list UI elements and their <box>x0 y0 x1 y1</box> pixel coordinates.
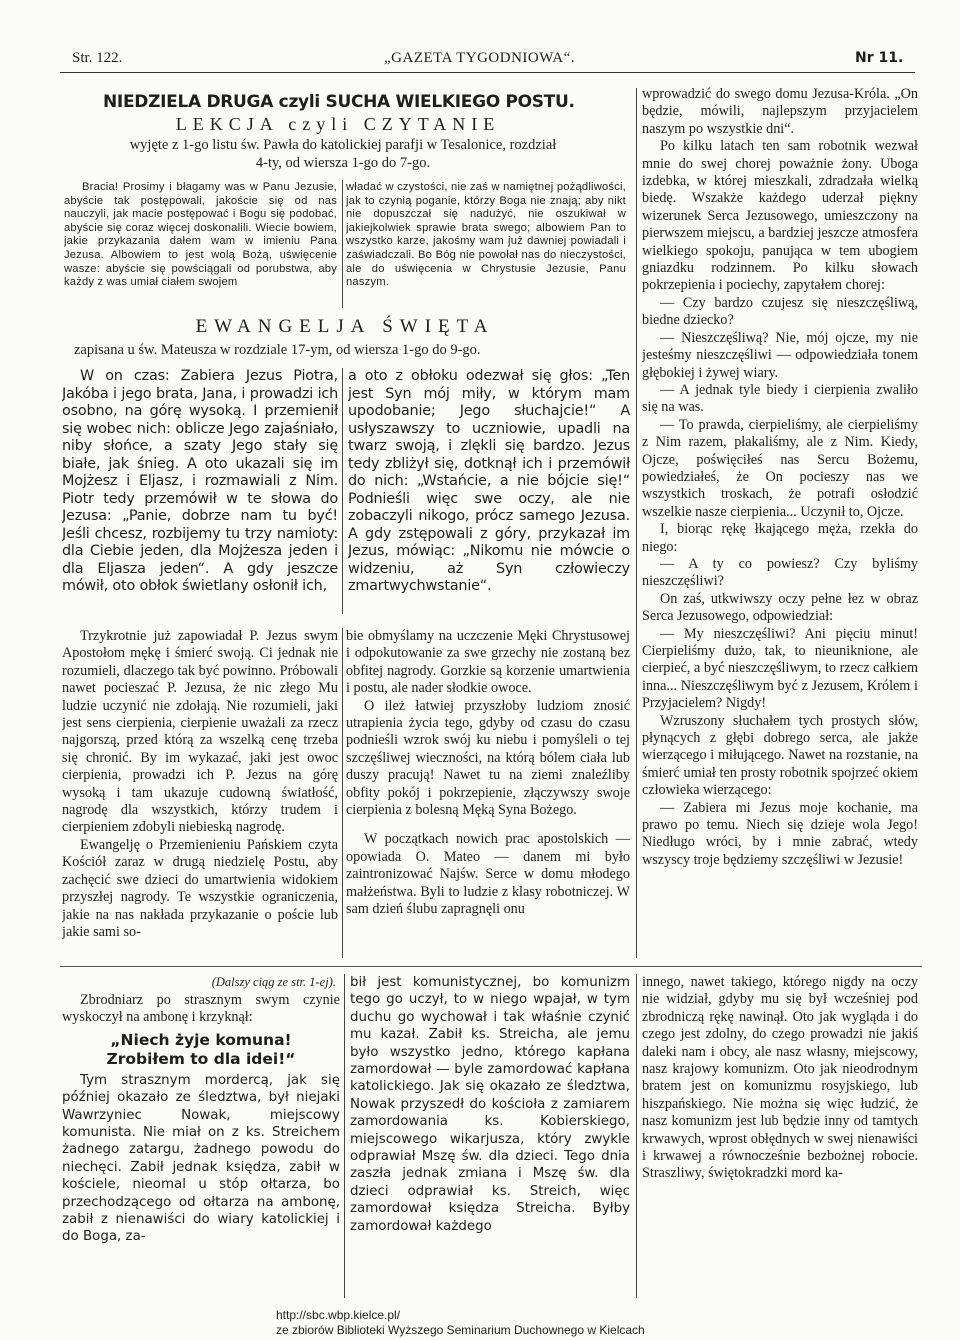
footer-url[interactable]: http://sbc.wbp.kielce.pl/ <box>276 1308 401 1322</box>
story-paragraph: — To prawda, cierpieliśmy, ale cierpieliśmy z Nim razem, płakaliśmy, ale z Nim. Kiedy, Ojcze, poświęciłeś nas Sercu Bożemu, powiedziałeś, że On pocieszy nas we wszystkich troskach, że potrafi osłodzić wszelkie nasze cierpienia... Uczynił to, Ojcze. <box>642 416 918 520</box>
story-paragraph: — Czy bardzo czujesz się nieszczęśliwą, biedne dziecko? <box>642 294 918 329</box>
column-divider <box>342 180 343 308</box>
reading-source-line1: wyjęte z 1-go listu św. Pawła do katolickiej parafji w Tesalonice, rozdział <box>129 137 557 153</box>
reading-subtitle: LEKCJA czyli CZYTANIE <box>175 114 501 134</box>
column-divider <box>636 974 637 1298</box>
gospel-source: zapisana u św. Mateusza w rozdziale 17-ym, od wiersza 1-go do 9-go. <box>74 342 481 358</box>
continued-note: (Dalszy ciąg ze str. 1-ej). <box>211 975 336 989</box>
gospel-title: EWANGELJA ŚWIĘTA <box>195 316 495 337</box>
reading-column-1 <box>64 181 337 311</box>
article-intro: Zbrodniarz po strasznym swym czynie wyskoczył na ambonę i krzyknął: <box>62 992 340 1026</box>
article-text-2: bił jest komunistycznej, bo komunizm tego go uczył, to w niego wpajał, w tym duchu go wychował i tak właśnie czynić mu kazał. Zabił ks. Streicha, ale jemu było wszystko jedno, którego kapłana zamordował — byle zamordować kapłana katolickiego. Jak się okazało ze śledztwa, Nowak przyszedł do kościoła z zamiarem zamordowania ks. Kobierskiego, miejscowego wikarjusza, który zwykle odprawiał Mszę św. dla dzieci. Tego dnia zaszła jednak zmiana i Mszę św. dla dzieci odprawiał ks. Streich, więc zamordował księdza Streicha. Byłby zamordował każdego <box>350 975 630 1234</box>
footer-source: ze zbiorów Biblioteki Wyższego Seminarium Duchownego w Kielcach <box>276 1323 645 1337</box>
article-headline-1: „Niech żyje komuna! <box>110 1030 292 1049</box>
page-number: Str. 122. <box>72 50 123 66</box>
section-rule <box>60 966 922 967</box>
gospel-text-2: a oto z obłoku odezwał się głos: „Ten jest Syn mój miły, w którym mam upodobanie; Jego słuchajcie!“ A usłyszawszy to uczniowie, upadli na twarz swoją, i zlękli się bardzo. Jezus tedy zbliżył się, dotknął ich i przemówił do nich: „Wstańcie, a nie bójcie się!“ Podnieśli więc swe oczy, ale nie zobaczyli nikogo, prócz samego Jezusa. A gdy zstępowali z góry, przykazał im Jezus, mówiąc: „Nikomu nie mówcie o widzeniu, aż Syn człowieczy zmartwychwstanie“. <box>348 368 630 594</box>
story-paragraph: — A jednak tyle biedy i cierpienia zwaliło się na was. <box>642 381 918 416</box>
story-paragraph: Po kilku latach ten sam robotnik wezwał mnie do swej chorej poważnie żony. Uboga izdebka, w której mieszkali, zdradzała wielką biedę. Wszakże każdego uderzał piękny wizerunek Serca Jezusowego, umieszczony na pierwszem miejscu, a bardziej jeszcze atmosfera wielkiego spokoju, panująca w tem ubogiem gniazdku rodzinnem. Po kilku słowach pokrzepienia i pociechy, zapytałem chorej: <box>642 138 918 294</box>
reading-text-1: Bracia! Prosimy i błagamy was w Panu Jezusie, abyście tak postępowali, jakoście się od nas nauczyli, jak macie postępować i Bogu się podobać, abyście się coraz więcej doskonalili. Wiecie bowiem, jakie przykazania dałem wam w imieniu Pana Jezusa. Albowiem to jest wolą Bożą, uświęcenie wasze: abyście się powściągali od porubstwa, aby każdy z was umiał ciałem swojem <box>64 181 337 289</box>
story-paragraph: — Zabiera mi Jezus moje kochanie, ma prawo po temu. Niech się dzieje wola Jego! Niedługo wróci, by i mnie zabrać, wtedy wszyscy troje będziemy szczęśliwi w Jezusie! <box>642 799 918 868</box>
article-column-1 <box>62 974 340 1300</box>
commentary-paragraph: bie obmyślamy na uczczenie Męki Chrystusowej i odpokutowanie za swe grzechy nie zostaną bez obfitej nagrody. Gorzkie są korzenie umartwienia i postu, ale nader słodkie owoce. <box>346 628 630 697</box>
commentary-paragraph: O ileż łatwiej przyszłoby ludziom znosić utrapienia życia tego, gdyby od czasu do czasu podnieśli wzrok swój ku niebu i pomyśleli o tej szczęśliwej wieczności, na którą bólem ciała lub duszy pracują! Nawet tu na ziemi znaleźliby obfity pokój i pokrzepienie, złączywszy swoje cierpienia z bolesną Męką Syna Bożego. <box>346 697 630 819</box>
reading-text-2: władać w czystości, nie zaś w namiętnej pożądliwości, jak to czynią poganie, którzy Boga nie znają; aby nikt nie dopuszczał się nadużyć, nie oszukiwał w jakiejkolwiek sprawie brata swego; albowiem Pan to wszystko karze, jakośmy wam już dawniej powiadali i zaświadczali. Bo Bóg nie powołał nas do nieczystości, ale do uświęcenia w Chrystusie Jezusie, Panu naszym. <box>346 181 626 289</box>
story-paragraph: I, biorąc rękę łkającego męża, rzekła do niego: <box>642 521 918 555</box>
article-text-1: Tym strasznym mordercą, jak się później okazało ze śledztwa, był niejaki Wawrzyniec Nowak, miejscowy komunista. Nie miał on z ks. Streichem żadnego zatargu, żadnego powodu do niechęci. Zabił jednak księdza, zabił w kościele, nieomal u stóp ołtarza, bo przechodzącego od ołtarza na ambonę, zabił z nienawiści do wiary katolickiej i do Boga, za- <box>62 1072 340 1245</box>
article-headline-2: Zrobiłem to dla idei!“ <box>106 1049 296 1068</box>
article-column-3 <box>642 974 918 1300</box>
commentary-column-1 <box>62 628 338 960</box>
newspaper-title: „GAZETA TYGODNIOWA“. <box>384 50 575 66</box>
commentary-paragraph: Trzykrotnie już zapowiadał P. Jezus swym Apostołom mękę i śmierć swoją. Ci jednak nie rozumieli, dlaczego tak być powinno. Próbowali nawet pocieszać P. Jezusa, że nic złego Mu ludzie uczynić nie zdołają. Nie rozumieli, jaki jest sens cierpienia, cierpienie uważali za rzecz najgorszą, przed którą za wszelką cenę trzeba się chronić. By im wykazać, jaki jest owoc cierpienia, prowadzi ich P. Jezus na górę wysoką i tam ukazuje cudowną światłość, nagrodę dla wszystkich, którzy trudem i cierpieniem zdobyli niebieską nagrodę. <box>62 628 338 836</box>
reading-source-line2: 4-ty, od wiersza 1-go do 7-go. <box>255 155 431 171</box>
column-divider <box>636 88 637 958</box>
story-paragraph: — My nieszczęśliwi? Ani pięciu minut! Cierpieliśmy dużo, tak, to nieuniknione, ale cierpieć, a być nieszczęśliwym, to rzecz całkiem inna... Nieszczęśliwym być z Jezusem, Królem i Przyjacielem? Nigdy! <box>642 625 918 712</box>
gospel-text-1: W on czas: Zabiera Jezus Piotra, Jakóba i jego brata, Jana, i prowadzi ich osobno, na górę wysoką. I przemienił się wobec nich: oblicze Jego zajaśniało, niby słońce, a szaty Jego stały się białe, jak śnieg. A oto ukazali się im Mojżesz i Eljasz, i rozmawiali z Nim. Piotr tedy przemówił w te słowa do Jezusa: „Panie, dobrze nam tu być! Jeśli chcesz, rozbijemy tu trzy namioty: dla Ciebie jeden, dla Mojżesza jeden i dla Eljasza jeden“. A gdy jeszcze mówił, oto obłok świetlany osłonił ich, <box>62 368 338 594</box>
reading-column-2 <box>346 181 626 311</box>
story-paragraph: — A ty co powiesz? Czy byliśmy nieszczęśliwi? <box>642 555 918 590</box>
commentary-paragraph: W początkach nowich prac apostolskich — opowiada O. Mateo — danem mi było zaintronizować Najśw. Serce w domu młodego małżeństwa. Byli to ludzie z klasy robotniczej. W sam dzień ślubu zapragnęli onu <box>346 831 630 918</box>
story-column <box>642 86 918 962</box>
story-paragraph: — Nieszczęśliwą? Nie, mój ojcze, my nie jesteśmy nieszczęśliwi — odpowiedziała tonem głębokiej i żywej wiary. <box>642 329 918 381</box>
column-divider <box>342 628 343 958</box>
column-divider <box>342 368 343 614</box>
reading-source <box>58 136 628 172</box>
header-rule <box>60 72 915 73</box>
issue-number: Nr 11. <box>855 50 904 66</box>
story-paragraph: wprowadzić do swego domu Jezusa-Króla. „On będzie, mówili, najlepszym przyjacielem naszym po wszystkie dni“. <box>642 86 918 137</box>
story-paragraph: Wzruszony słuchałem tych prostych słów, płynących z głębi dobrego serca, ale jakże wierzącego i miłującego. Nawet na rozstanie, na śmierć umiał ten prosty robotnik spojrzeć okiem człowieka wierzącego: <box>642 712 918 799</box>
reading-title: NIEDZIELA DRUGA czyli SUCHA WIELKIEGO POSTU. <box>103 92 575 112</box>
story-paragraph: On zaś, utkwiwszy oczy pełne łez w obraz Serca Jezusowego, odpowiedział: <box>642 590 918 625</box>
article-text-3: innego, nawet takiego, którego nigdy na oczy nie widział, gdyby mu się był wcześniej pod zbrodniczą rękę nawinął. Oto jak wygląda i do czego jest zdolny, do czego prowadzi nie jakiś daleki nam i obcy, ale nasz własny, miejscowy, nasz krajowy komunizm. Oto jak nieodrodnym bratem jest on komunizmu rosyjskiego, lub hiszpańskiego. Nie można się więc łudzić, że nasz komunizm jest lub będzie inny od tamtych krwawych, wprost obłędnych w swej nienawiści i krwawej a równocześnie bezbożnej robocie. Straszliwy, świętokradzki mord ka- <box>642 974 918 1182</box>
commentary-paragraph: Ewangelję o Przemienieniu Pańskiem czyta Kościół zaraz w drugą niedzielę Postu, aby zachęcić swe dzieci do umartwienia widokiem przyszłej nagrody. Te wszystkie ograniczenia, jakie na nas nakłada przykazanie o poście lub jakie sami so- <box>62 836 338 940</box>
gospel-column-1 <box>62 368 338 616</box>
commentary-column-2 <box>346 628 630 960</box>
article-column-2 <box>350 974 630 1300</box>
column-divider <box>344 974 345 1298</box>
gospel-column-2 <box>348 368 630 616</box>
